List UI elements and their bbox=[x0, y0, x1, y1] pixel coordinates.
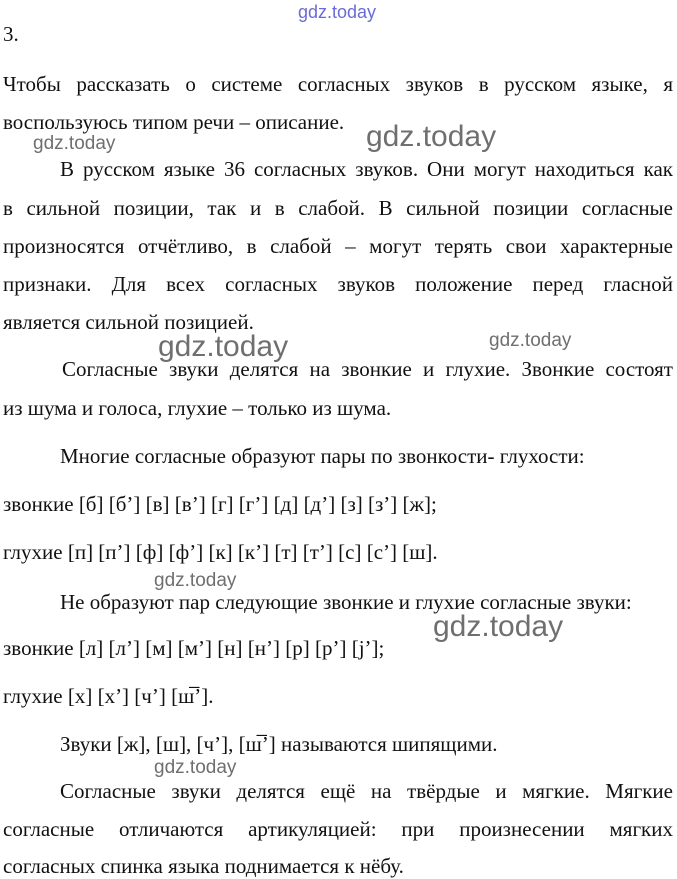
sound-list: звонкие [л] [л’] [м] [м’] [н] [н’] [р] [р’] [j’]; bbox=[3, 636, 385, 660]
paragraph-line: воспользуюсь типом речи – описание. bbox=[3, 110, 345, 134]
paragraph-line: Многие согласные образуют пары по звонкости- глухости: bbox=[60, 444, 585, 468]
watermark: gdz.today bbox=[433, 610, 564, 643]
paragraph-line: Не образуют пар следующие звонкие и глухие согласные звуки: bbox=[60, 590, 632, 614]
paragraph-line: является сильной позицией. bbox=[3, 310, 254, 334]
task-number: 3. bbox=[3, 22, 19, 46]
watermark: gdz.today bbox=[33, 133, 116, 154]
watermark: gdz.today bbox=[158, 330, 289, 363]
sound-list: звонкие [б] [б’] [в] [в’] [г] [г’] [д] [д’] [з] [з’] [ж]; bbox=[3, 492, 437, 516]
paragraph-line: Согласные звуки делятся на звонкие и глухие. Звонкие состоят bbox=[62, 357, 673, 381]
paragraph-line: Чтобы рассказать о системе согласных звуков в русском языке, я bbox=[3, 72, 673, 96]
paragraph-line: из шума и голоса, глухие – только из шума. bbox=[3, 396, 392, 420]
paragraph-line: согласных спинка языка поднимается к нёбу. bbox=[3, 854, 404, 878]
paragraph-line: в сильной позиции, так и в слабой. В сильной позиции согласные bbox=[3, 196, 673, 220]
watermark: gdz.today bbox=[154, 570, 237, 591]
sound-list: глухие [х] [х’] [ч’] [ш̅’]. bbox=[3, 684, 214, 708]
watermark: gdz.today bbox=[366, 120, 497, 153]
paragraph-line: Звуки [ж], [ш], [ч’], [ш̅’] называются шипящими. bbox=[60, 732, 498, 756]
watermark: gdz.today bbox=[489, 330, 572, 351]
watermark-top: gdz.today bbox=[298, 2, 377, 22]
watermark: gdz.today bbox=[154, 757, 237, 778]
paragraph-line: согласные отличаются артикуляцией: при произнесении мягких bbox=[3, 817, 673, 841]
sound-list: глухие [п] [п’] [ф] [ф’] [к] [к’] [т] [т’] [с] [с’] [ш]. bbox=[3, 540, 438, 564]
paragraph-line: произносятся отчётливо, в слабой – могут терять свои характерные bbox=[3, 234, 673, 258]
paragraph-line: Согласные звуки делятся ещё на твёрдые и мягкие. Мягкие bbox=[60, 779, 673, 803]
paragraph-line: признаки. Для всех согласных звуков положение перед гласной bbox=[3, 272, 673, 296]
paragraph-line: В русском языке 36 согласных звуков. Они могут находиться как bbox=[60, 157, 673, 181]
